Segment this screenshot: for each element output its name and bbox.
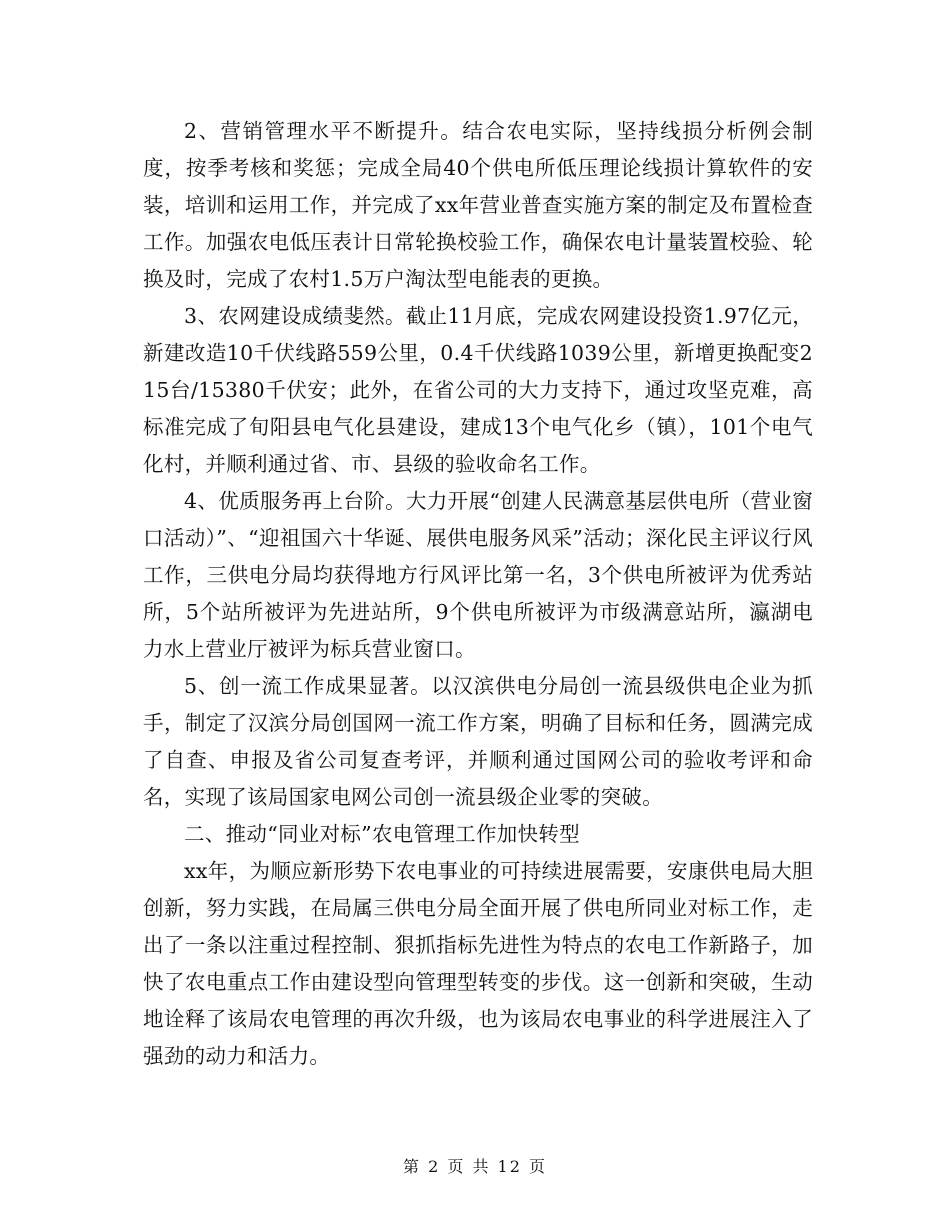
paragraph-benchmarking: xx年，为顺应新形势下农电事业的可持续进展需要，安康供电局大胆创新，努力实践，在局属三供电分局全面开展了供电所同业对标工作，走出了一条以注重过程控制、狠抓指标先进性为特点的农电工作新路子，加快了农电重点工作由建设型向管理型转变的步伐。这一创新和突破，生动地诠释了该局农电管理的再次升级，也为该局农电事业的科学进展注入了强劲的动力和活力。	[143, 859, 813, 1068]
paragraph-first-class-work: 5、创一流工作成果显著。以汉滨供电分局创一流县级供电企业为抓手，制定了汉滨分局创国网一流工作方案，明确了目标和任务，圆满完成了自查、申报及省公司复查考评，并顺利通过国网公司的验收考评和命名，实现了该局国家电网公司创一流县级企业零的突破。	[143, 674, 813, 809]
paragraph-quality-service: 4、优质服务再上台阶。大力开展“创建人民满意基层供电所（营业窗口活动）”、“迎祖国六十华诞、展供电服务风采”活动；深化民主评议行风工作，三供电分局均获得地方行风评比第一名，3个供电所被评为优秀站所，5个站所被评为先进站所，9个供电所被评为市级满意站所，瀛湖电力水上营业厅被评为标兵营业窗口。	[143, 489, 813, 661]
section-heading: 二、推动“同业对标”农电管理工作加快转型	[184, 822, 580, 846]
paragraph-marketing-management: 2、营销管理水平不断提升。结合农电实际，坚持线损分析例会制度，按季考核和奖惩；完成全局40个供电所低压理论线损计算软件的安装，培训和运用工作，并完成了xx年营业普查实施方案的制定及布置检查工作。加强农电低压表计日常轮换校验工作，确保农电计量装置校验、轮换及时，完成了农村1.5万户淘汰型电能表的更换。	[143, 119, 813, 291]
page-body	[143, 113, 813, 1075]
page-number-footer: 第 2 页 共 12 页	[403, 1157, 547, 1176]
paragraph-rural-grid-construction: 3、农网建设成绩斐然。截止11月底，完成农网建设投资1.97亿元，新建改造10千伏线路559公里，0.4千伏线路1039公里，新增更换配变215台/15380千伏安；此外，在省公司的大力支持下，通过攻坚克难，高标准完成了旬阳县电气化县建设，建成13个电气化乡（镇），101个电气化村，并顺利通过省、市、县级的验收命名工作。	[143, 304, 813, 476]
